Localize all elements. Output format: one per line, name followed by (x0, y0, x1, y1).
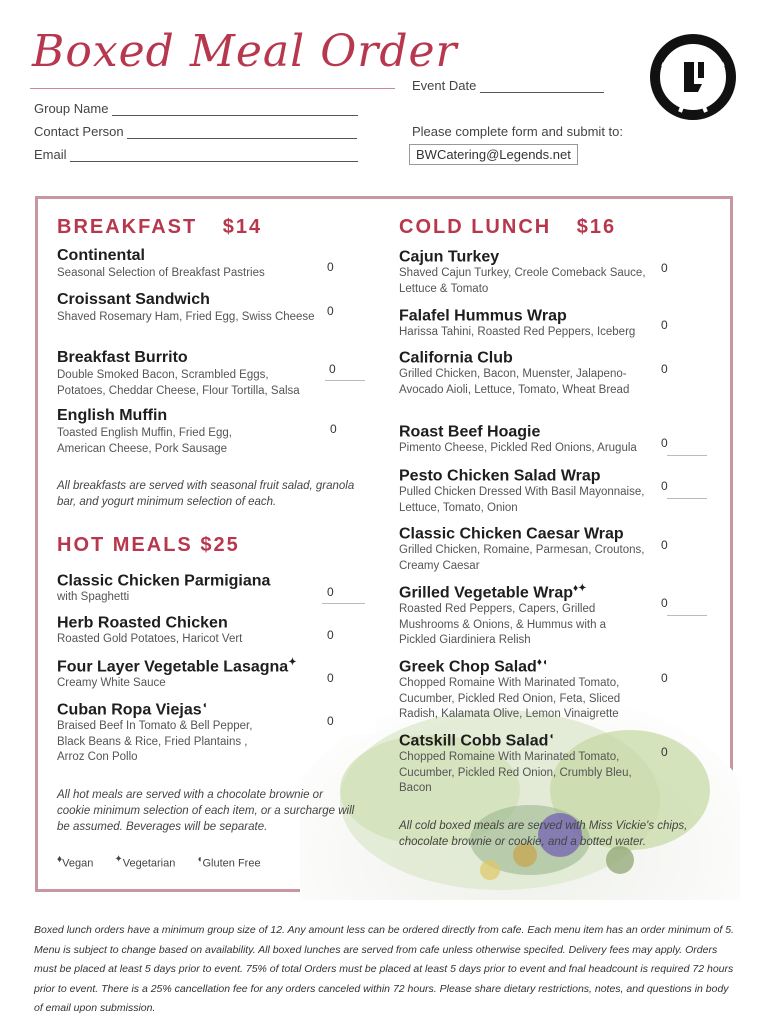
hot-meals-note: All hot meals are served with a chocolate brownie or cookie minimum selection of each item, or a surcharge will be assumed. Beverages will be separate. (57, 789, 355, 833)
cold-lunch-qty-input[interactable]: 0 (661, 362, 668, 376)
hot-meal-item-desc: Braised Beef In Tomato & Bell Pepper, Black Beans & Rice, Fried Plantains , Arroz Con Pollo (57, 720, 253, 763)
cold-lunch-item-desc: Pulled Chicken Dressed With Basil Mayonnaise, Lettuce, Tomato, Onion (399, 486, 645, 514)
email-field[interactable] (34, 147, 358, 162)
breakfast-item-name: Continental (57, 247, 145, 264)
contact-person-field[interactable] (34, 124, 357, 139)
diet-mark: ✦ (288, 657, 297, 668)
cold-lunch-note: All cold boxed meals are served with Miss Vickie's chips, chocolate brownie or cookie, and a botted water. (399, 820, 688, 848)
breakfast-item-desc: Double Smoked Bacon, Scrambled Eggs, Potatoes, Cheddar Cheese, Flour Tortilla, Salsa (57, 369, 300, 397)
legend (57, 854, 261, 870)
email-label: Email (34, 147, 67, 162)
hot-meal-item-desc: Creamy White Sauce (57, 677, 166, 689)
vegan-mark: ♦ (57, 854, 63, 865)
footer-terms: Boxed lunch orders have a minimum group size of 12. Any amount less can be ordered directly from cafe. Each menu item has an order minimum of 5. Menu is subject to change based on availability. All boxed lunches are served from cafe unless otherwise specifed. Delivery fees may apply. Orders must be placed at least 5 days prior to event. 75% of total Orders must be placed at least 5 days prior to event and fnal headcount is required 72 hours prior to event. There is a 25% cancellation fee for any orders canceled within 72 hours. Please share dietary restrictions, notes, and questions in body of email upon submission. (34, 924, 734, 1014)
cold-lunch-item-desc: Shaved Cajun Turkey, Creole Comeback Sauce, Lettuce & Tomato (399, 267, 646, 295)
hot-meal-item-name: Four Layer Vegetable Lasagna✦ (57, 657, 297, 676)
diet-mark: ♦✦ (572, 583, 587, 594)
group-name-input-line[interactable] (112, 103, 358, 116)
title-divider (30, 88, 395, 89)
legends-logo-icon (650, 34, 736, 120)
cold-lunch-item-name: Roast Beef Hoagie (399, 423, 541, 441)
hot-meal-item-desc: Roasted Gold Potatoes, Haricot Vert (57, 633, 243, 645)
cold-lunch-item-desc: Chopped Romaine With Marinated Tomato, Cucumber, Pickled Red Onion, Crumbly Bleu, Bacon (399, 751, 632, 794)
cold-lunch-qty-input[interactable]: 0 (661, 671, 668, 685)
qty-underline (667, 615, 707, 616)
qty-underline (667, 455, 707, 456)
cold-lunch-item-name: Grilled Vegetable Wrap♦✦ (399, 583, 587, 602)
legend-vegan: Vegan (62, 857, 94, 870)
diet-mark: ♦◖ (536, 657, 548, 668)
contact-person-input-line[interactable] (127, 126, 357, 139)
cold-lunch-qty-input[interactable]: 0 (661, 479, 668, 493)
cold-lunch-item-desc: Roasted Red Peppers, Capers, Grilled Mushrooms & Onions, & Hummus with a Pickled Giardiniera Relish (399, 603, 607, 646)
breakfast-price: $14 (222, 216, 263, 238)
hot-meal-item-name: Cuban Ropa Viejas◖ (57, 700, 208, 719)
group-name-label: Group Name (34, 101, 109, 116)
cold-lunch-price: $16 (576, 216, 617, 238)
legend-vegetarian: Vegetarian (122, 857, 176, 870)
breakfast-item-desc: Shaved Rosemary Ham, Fried Egg, Swiss Cheese (57, 311, 315, 323)
cold-lunch-item-name: California Club (399, 349, 513, 367)
event-date-input-line[interactable] (480, 80, 604, 93)
qty-underline (325, 380, 365, 381)
cold-lunch-qty-input[interactable]: 0 (661, 538, 668, 552)
cold-lunch-item-name: Cajun Turkey (399, 248, 500, 266)
cold-lunch-qty-input[interactable]: 0 (661, 745, 668, 759)
hot-meal-item-name: Classic Chicken Parmigiana (57, 572, 271, 590)
hot-meal-item-name: Herb Roasted Chicken (57, 614, 228, 632)
breakfast-item-name: Breakfast Burrito (57, 349, 188, 366)
breakfast-qty-input[interactable]: 0 (330, 422, 337, 436)
hot-meal-qty-input[interactable]: 0 (327, 671, 334, 685)
hot-meals-heading: HOT MEALS $25 (57, 534, 240, 556)
email-input-line[interactable] (70, 149, 358, 162)
breakfast-item-desc: Toasted English Muffin, Fried Egg, American Cheese, Pork Sausage (57, 427, 232, 455)
cold-lunch-item-name: Greek Chop Salad♦◖ (399, 657, 548, 676)
diet-mark: ◖ (548, 731, 555, 742)
breakfast-qty-input[interactable]: 0 (329, 362, 336, 376)
cold-lunch-item-desc: Pimento Cheese, Pickled Red Onions, Arugula (399, 442, 637, 454)
cold-lunch-item-desc: Harissa Tahini, Roasted Red Peppers, Iceberg (399, 326, 636, 338)
group-name-field[interactable] (34, 101, 358, 116)
breakfast-heading-label: BREAKFAST (57, 216, 198, 238)
cold-lunch-qty-input[interactable]: 0 (661, 596, 668, 610)
breakfast-qty-input[interactable]: 0 (327, 304, 334, 318)
cold-lunch-item-name: Pesto Chicken Salad Wrap (399, 467, 601, 485)
diet-mark: ◖ (201, 700, 208, 711)
breakfast-note: All breakfasts are served with seasonal fruit salad, granola bar, and yogurt minimum selection of each. (57, 480, 355, 508)
event-date-label: Event Date (412, 78, 477, 93)
cold-lunch-item-desc: Grilled Chicken, Bacon, Muenster, Jalapeno- Avocado Aioli, Lettuce, Tomato, Wheat Bread (399, 368, 630, 396)
cold-lunch-qty-input[interactable]: 0 (661, 318, 668, 332)
qty-underline (667, 498, 707, 499)
cold-lunch-item-desc: Grilled Chicken, Romaine, Parmesan, Croutons, Creamy Caesar (399, 544, 645, 572)
submit-instruction: Please complete form and submit to: (412, 124, 623, 139)
breakfast-item-name: English Muffin (57, 407, 168, 424)
cold-lunch-heading-label: COLD LUNCH (399, 216, 552, 238)
cold-lunch-item-name: Classic Chicken Caesar Wrap (399, 525, 624, 543)
page-title: Boxed Meal Order (32, 26, 458, 77)
cold-lunch-item-name: Falafel Hummus Wrap (399, 307, 567, 325)
event-date-field[interactable] (412, 78, 604, 93)
qty-underline (322, 603, 365, 604)
cold-lunch-qty-input[interactable]: 0 (661, 436, 668, 450)
vegetarian-mark: ✦ (114, 854, 123, 865)
legend-gluten-free: Gluten Free (202, 857, 261, 870)
breakfast-item-desc: Seasonal Selection of Breakfast Pastries (57, 267, 265, 279)
cold-lunch-qty-input[interactable]: 0 (661, 261, 668, 275)
contact-person-label: Contact Person (34, 124, 124, 139)
hot-meal-qty-input[interactable]: 0 (327, 628, 334, 642)
cold-lunch-item-name: Catskill Cobb Salad◖ (399, 731, 555, 750)
hot-meal-qty-input[interactable]: 0 (327, 714, 334, 728)
submit-email-link[interactable]: BWCatering@Legends.net (409, 144, 578, 165)
gluten-free-mark: ◖ (196, 854, 203, 865)
cold-lunch-item-desc: Chopped Romaine With Marinated Tomato, Cucumber, Pickled Red Onion, Feta, Sliced Radish, Kalamata Olive, Lemon Vinaigrette (399, 677, 621, 720)
breakfast-heading (57, 216, 262, 239)
hot-meal-qty-input[interactable]: 0 (327, 585, 334, 599)
cold-lunch-heading (399, 216, 616, 239)
breakfast-qty-input[interactable]: 0 (327, 260, 334, 274)
breakfast-item-name: Croissant Sandwich (57, 291, 210, 308)
hot-meal-item-desc: with Spaghetti (57, 591, 130, 603)
